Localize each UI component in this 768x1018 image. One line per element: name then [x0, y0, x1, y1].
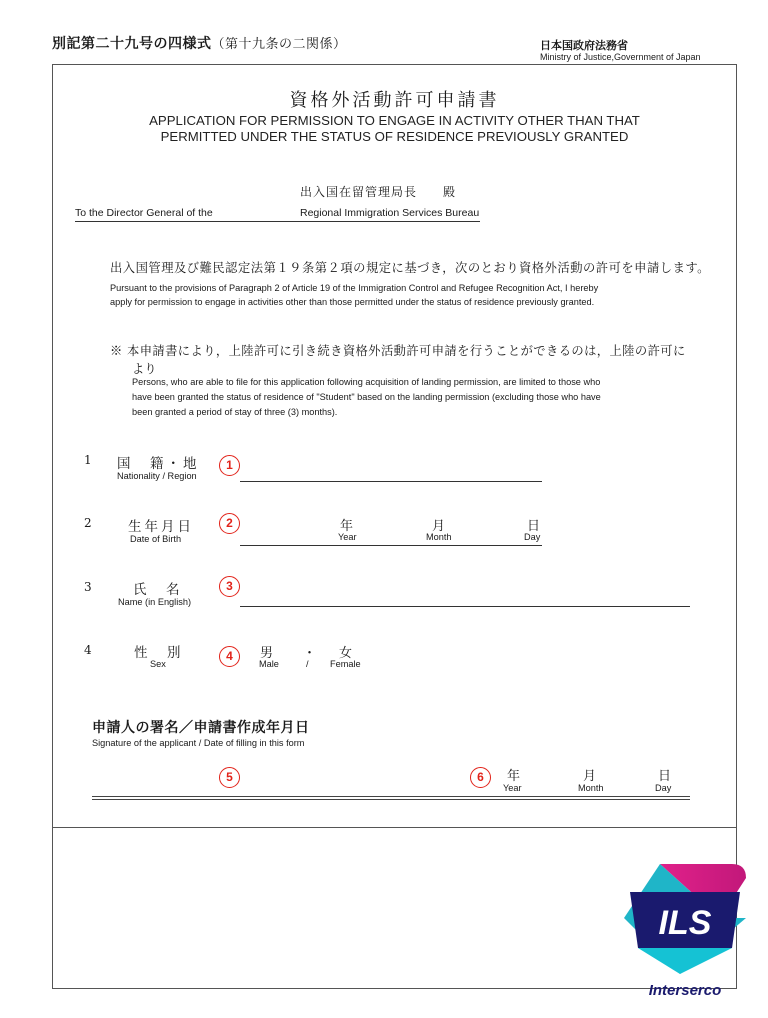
- field-number: 4: [84, 643, 92, 657]
- sex-female-en: Female: [330, 659, 361, 669]
- declaration-en-line1: Pursuant to the provisions of Paragraph 2 of Article 19 of the Immigration Control and Refugee Recognition Act, I hereby: [110, 283, 599, 293]
- birthdate-input-line[interactable]: [240, 545, 542, 546]
- marker-2: 2: [219, 513, 240, 534]
- form-title-jp: 資格外活動許可申請書: [289, 90, 500, 111]
- field-label-jp: 氏 名: [133, 582, 183, 598]
- field-label-jp: 性 別: [134, 645, 184, 661]
- month-label-jp: 月: [432, 519, 446, 534]
- marker-3: 3: [219, 576, 240, 597]
- logo-subtitle: Interserco: [648, 982, 722, 999]
- addressee-jp: 出入国在留管理局長 殿: [300, 185, 457, 199]
- addressee-to: To the Director General of the: [75, 207, 213, 219]
- field-label-jp: 生年月日: [128, 519, 194, 535]
- name-input-line[interactable]: [240, 606, 690, 607]
- declaration-en-line2: apply for permission to engage in activities other than those permitted under the status of residence previously granted.: [110, 297, 595, 307]
- field-number: 2: [84, 516, 92, 530]
- field-label-en: Name (in English): [118, 597, 192, 607]
- field-label-en: Nationality / Region: [117, 471, 197, 481]
- signature-line[interactable]: [92, 796, 690, 797]
- signature-heading-en: Signature of the applicant / Date of filling in this form: [92, 738, 305, 748]
- field-label-en: Sex: [150, 659, 166, 669]
- note-en-line2: have been granted the status of residence of "Student" based on the landing permission (excluding those who have: [132, 392, 601, 402]
- logo-text: ILS: [658, 904, 712, 942]
- declaration-jp: 出入国管理及び難民認定法第１９条第２項の規定に基づき，次のとおり資格外活動の許可を申請します。: [110, 261, 710, 275]
- note-en-line1: Persons, who are able to file for this application following acquisition of landing permission, are limited to those who: [132, 377, 601, 387]
- form-number-label: [52, 33, 347, 53]
- sex-female-jp[interactable]: 女: [339, 646, 353, 661]
- ministry-name-en: Ministry of Justice,Government of Japan: [540, 52, 701, 62]
- year-label-en: Year: [338, 532, 357, 542]
- sex-male-en: Male: [259, 659, 279, 669]
- marker-1: 1: [219, 455, 240, 476]
- marker-5: 5: [219, 767, 240, 788]
- sig-year-jp: 年: [507, 769, 521, 784]
- field-label-en: Date of Birth: [130, 534, 182, 544]
- interserco-ils-logo: [620, 862, 750, 982]
- note-en-line3: been granted a period of stay of three (3) months).: [132, 407, 338, 417]
- day-label-jp: 日: [527, 519, 541, 534]
- addressee-bureau: Regional Immigration Services Bureau: [300, 207, 480, 219]
- sig-year-en: Year: [503, 783, 522, 793]
- form-title-en-line1: APPLICATION FOR PERMISSION TO ENGAGE IN ACTIVITY OTHER THAN THAT: [149, 113, 640, 128]
- sig-day-en: Day: [655, 783, 672, 793]
- signature-line-double: [92, 799, 690, 800]
- frame-divider: [52, 827, 737, 828]
- month-label-en: Month: [426, 532, 452, 542]
- addressee-underline: [75, 221, 480, 222]
- field-label-jp: 国 籍・地: [117, 456, 200, 472]
- ministry-name-jp: 日本国政府法務省: [540, 39, 628, 52]
- signature-heading-jp: 申請人の署名／申請書作成年月日: [92, 720, 310, 736]
- nationality-input-line[interactable]: [240, 481, 542, 482]
- sex-separator-dot: ・: [303, 646, 317, 661]
- sig-month-jp: 月: [583, 769, 597, 784]
- year-label-jp: 年: [340, 519, 354, 534]
- day-label-en: Day: [524, 532, 541, 542]
- marker-6: 6: [470, 767, 491, 788]
- form-number-article: （第十九条の二関係）: [211, 37, 347, 52]
- form-number-title: 別記第二十九号の四様式: [52, 36, 212, 52]
- sex-slash: /: [306, 659, 309, 669]
- field-number: 1: [84, 453, 92, 467]
- form-title-en-line2: PERMITTED UNDER THE STATUS OF RESIDENCE PREVIOUSLY GRANTED: [160, 129, 629, 144]
- sig-day-jp: 日: [658, 769, 672, 784]
- sex-male-jp[interactable]: 男: [260, 646, 274, 661]
- sig-month-en: Month: [578, 783, 604, 793]
- marker-4: 4: [219, 646, 240, 667]
- field-number: 3: [84, 580, 92, 594]
- note-jp-line2: より: [132, 362, 157, 376]
- note-jp-line1: ※ 本申請書により，上陸許可に引き続き資格外活動許可申請を行うことができるのは，上陸の許可に: [110, 344, 686, 358]
